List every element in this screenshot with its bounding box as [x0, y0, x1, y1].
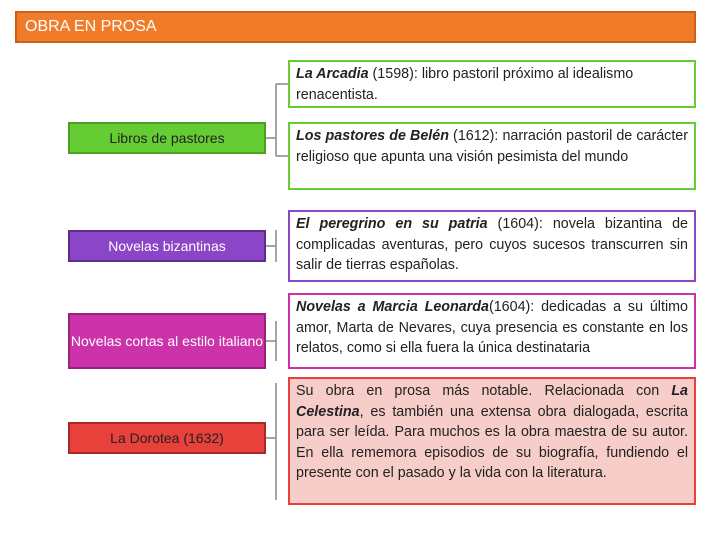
- connector-pastores: [266, 84, 288, 156]
- work-description: (1604): dedicadas a su último amor, Marta de Nevares, cuya presencia es constante en los relatos, como si ella fuera la única destinataria: [296, 299, 688, 356]
- category-la-dorotea: [68, 422, 266, 454]
- category-label: La Dorotea (1632): [110, 430, 224, 446]
- category-novelas-bizantinas: [68, 230, 266, 262]
- connector-dorotea: [266, 383, 276, 500]
- work-la-dorotea-description: [288, 377, 696, 505]
- connector-cortas: [266, 321, 276, 361]
- work-title: El peregrino en su patria: [296, 216, 488, 232]
- category-novelas-cortas: [68, 313, 266, 369]
- category-label: Novelas cortas al estilo italiano: [70, 333, 264, 349]
- work-la-arcadia: [288, 60, 696, 108]
- category-label: Novelas bizantinas: [108, 238, 226, 254]
- work-title: Los pastores de Belén: [296, 128, 449, 144]
- work-description: Su obra en prosa más notable. Relacionada con: [296, 383, 672, 399]
- work-title: Novelas a Marcia Leonarda: [296, 299, 489, 315]
- category-label: Libros de pastores: [109, 130, 225, 146]
- work-novelas-a-marcia-leonarda: [288, 293, 696, 369]
- work-description: (1612): narración pastoril de carácter religioso que apunta una visión pesimista del mundo: [296, 128, 689, 165]
- connector-bizantinas: [266, 230, 276, 262]
- work-description: , es también una extensa obra dialogada, escrita para ser leída. Para muchos es la obra maestra de su autor. En ella rememora episodios de su biografía, fundiendo el presente con el pasado y la vida con la literatura.: [296, 403, 688, 481]
- work-description: (1598): libro pastoril próximo al idealismo renacentista.: [296, 66, 634, 103]
- work-description: (1604): novela bizantina de complicadas aventuras, pero cuyos sucesos transcurren sin salir de tierras españolas.: [296, 216, 688, 273]
- page-title: OBRA EN PROSA: [25, 18, 157, 35]
- work-reference: La Celestina: [296, 383, 688, 420]
- work-title: La Arcadia: [296, 66, 369, 82]
- category-libros-de-pastores: [68, 122, 266, 154]
- work-el-peregrino-en-su-patria: [288, 210, 696, 282]
- work-los-pastores-de-belen: [288, 122, 696, 190]
